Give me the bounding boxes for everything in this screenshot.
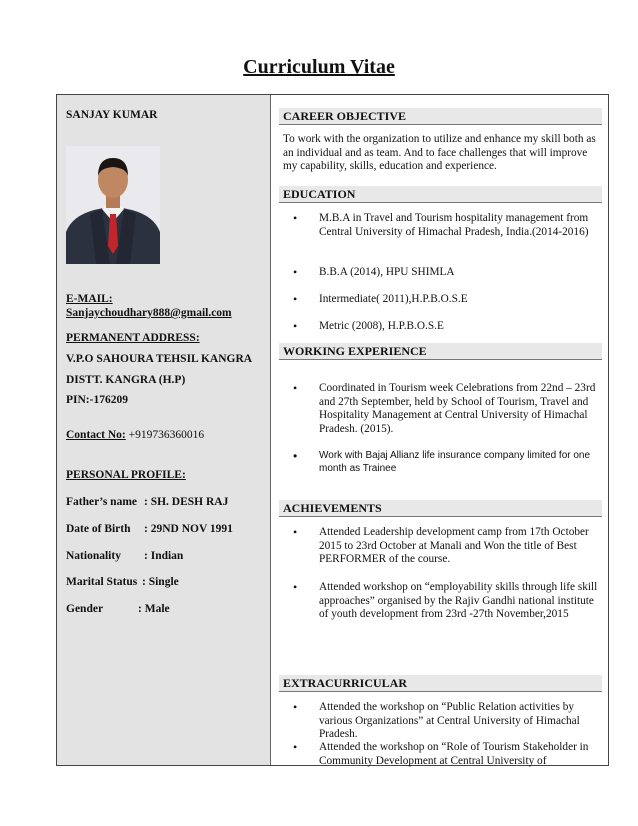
- profile-sep: :: [144, 550, 148, 562]
- left-column: [57, 95, 271, 765]
- education-item: • M.B.A in Travel and Tourism hospitality management from Central University of Himachal Pradesh, India.(2014-2016): [287, 212, 600, 239]
- career-objective-heading: CAREER OBJECTIVE: [279, 108, 602, 125]
- profile-value: SH. DESH RAJ: [150, 496, 229, 508]
- profile-value: Indian: [150, 550, 184, 562]
- achievement-item: • Attended workshop on “employability skills through life skill approaches” organised by the Rajiv Gandhi national institute of youth development from 23rd -27th November,2015: [287, 581, 600, 622]
- extracurricular-item: • Attended the workshop on “Public Relation activities by various Organizations” at Central University of Himachal Pradesh.: [287, 701, 600, 742]
- work-item: • Coordinated in Tourism week Celebrations from 22nd – 23rd and 27th September, held by School of Tourism, Travel and Hospitality Management at Central University of Himachal Pradesh. (2015).: [287, 382, 600, 436]
- extracurricular-heading: EXTRACURRICULAR: [279, 675, 602, 692]
- career-objective-text: To work with the organization to utilize and enhance my skill both as an individual and as team. And to face challenges that will improve my capability, skills, education and experience.: [283, 133, 596, 173]
- profile-row-gender: [66, 603, 170, 615]
- profile-label: Marital Status: [66, 576, 138, 588]
- education-heading: EDUCATION: [279, 186, 602, 203]
- email-label: E-MAIL:: [66, 293, 113, 305]
- work-item: • Work with Bajaj Allianz life insurance company limited for one month as Trainee: [287, 450, 600, 475]
- email-value[interactable]: Sanjaychoudhary888@gmail.com: [66, 307, 232, 319]
- contact-number: +919736360016: [125, 429, 205, 441]
- personal-profile-label: PERSONAL PROFILE:: [66, 469, 186, 481]
- address-line-1: V.P.O SAHOURA TEHSIL KANGRA: [66, 353, 253, 365]
- profile-label: Father’s name: [66, 496, 137, 508]
- right-column: [273, 95, 608, 765]
- profile-sep: :: [144, 523, 148, 535]
- contact-line: [66, 429, 204, 441]
- extracurricular-item: • Attended the workshop on “Role of Tourism Stakeholder in Community Development at Central University of: [287, 741, 600, 768]
- candidate-name: SANJAY KUMAR: [66, 109, 158, 121]
- profile-row-marital: [66, 576, 179, 588]
- profile-value: Single: [148, 576, 179, 588]
- working-experience-heading: WORKING EXPERIENCE: [279, 343, 602, 360]
- education-item: • Intermediate( 2011),H.P.B.O.S.E: [287, 293, 600, 307]
- achievements-heading: ACHIEVEMENTS: [279, 500, 602, 517]
- profile-photo: [66, 146, 160, 264]
- education-item: • Metric (2008), H.P.B.O.S.E: [287, 320, 600, 334]
- cv-table: [56, 94, 609, 766]
- contact-label: Contact No:: [66, 429, 126, 441]
- profile-label: Gender: [66, 603, 104, 615]
- profile-row-dob: [66, 523, 233, 535]
- profile-sep: :: [144, 496, 148, 508]
- profile-row-nationality: [66, 550, 183, 562]
- profile-label: Date of Birth: [66, 523, 131, 535]
- profile-row-father: [66, 496, 228, 508]
- achievement-item: • Attended Leadership development camp from 17th October 2015 to 23rd October at Manali and Won the title of Best PERFORMER of the course.: [287, 526, 600, 567]
- profile-sep: :: [142, 576, 146, 588]
- profile-sep: :: [138, 603, 142, 615]
- profile-label: Nationality: [66, 550, 121, 562]
- document-title: Curriculum Vitae: [243, 56, 395, 78]
- address-label: PERMANENT ADDRESS:: [66, 332, 200, 344]
- address-pin: PIN:-176209: [66, 394, 128, 406]
- education-item: • B.B.A (2014), HPU SHIMLA: [287, 266, 600, 280]
- address-line-2: DISTT. KANGRA (H.P): [66, 374, 186, 386]
- profile-value: Male: [144, 603, 170, 615]
- profile-value: 29ND NOV 1991: [150, 523, 233, 535]
